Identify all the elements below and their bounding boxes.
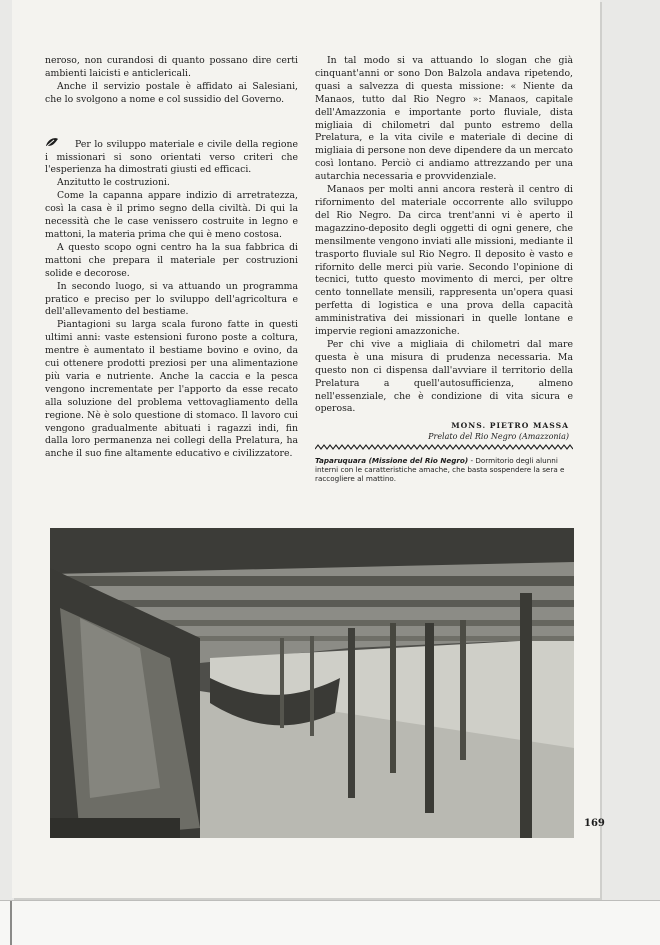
scan-edge	[10, 901, 12, 945]
paragraph: In secondo luogo, si va attuando un programma pratico e preciso per lo sviluppo dell'agricoltura e dell'allevamento del bestiame.	[45, 280, 298, 318]
section-gap	[45, 107, 298, 137]
page-number: 169	[584, 818, 605, 829]
scan-bottom-strip	[0, 900, 660, 945]
paragraph-text: Per lo sviluppo materiale e civile della regione i missionari si sono orientati verso criteri che l'esperienza ha dimostrati giusti ed efficaci.	[45, 138, 298, 176]
caption-place: Taparuquara (Missione del Rio Negro)	[315, 456, 469, 466]
paragraph: In tal modo si va attuando lo slogan che già cinquant'anni or sono Don Balzola andava ripetendo, quasi a salvezza di questa missione: « Niente da Manaos, tutto dal Rio Negro »: Manaos, capitale dell'Amazzonia e importante porto fluviale, dista migliaia di chilometri dal punto estremo della Prelatura, e la vita civile e materiale di decine di migliaia di persone non deve dipendere da un mercato così lontano. Perciò ci andiamo attrezzando per una autarchia necessaria e provvidenziale.	[315, 55, 573, 183]
photo-caption	[315, 456, 573, 483]
paragraph: Manaos per molti anni ancora resterà il centro di rifornimento del materiale occorrente allo sviluppo del Rio Negro. Da circa trent'anni vi è aperto il magazzino-deposito degli oggetti di ogni genere, che mensilmente vengono inviati alle missioni, mediante il trasporto fluviale sul Rio Negro. Il deposito è vasto e rifornito delle merci più varie. Secondo l'opinione di tecnici, tutto questo movimento di merci, per oltre cento tonnellate mensili, rappresenta un'opera quasi perfetta di logistica e una prova della capacità amministrativa dei missionari in quelle lontane e impervie regioni amazzoniche.	[315, 184, 573, 338]
leaf-ornament-icon	[45, 137, 59, 148]
left-column	[45, 55, 298, 461]
paragraph: Anche il servizio postale è affidato ai Salesiani, che lo svolgono a nome e col sussidio del Governo.	[45, 80, 298, 105]
dormitory-photo	[50, 528, 574, 838]
section-opening-paragraph	[45, 137, 298, 178]
magazine-page	[12, 0, 605, 898]
author-name: MONS. PIETRO MASSA	[451, 421, 569, 431]
paragraph: Come la capanna appare indizio di arretratezza, così la casa è il primo segno della civiltà. Di qui la necessità che le case venissero costruite in legno e mattoni, la materia prima che qui è meno costosa.	[45, 190, 298, 240]
paragraph: Piantagioni su larga scala furono fatte in questi ultimi anni: vaste estensioni furono poste a coltura, mentre è aumentato il bestiame bovino e ovino, da cui ottenere prodotti preziosi per una alimentazione più varia e nutriente. Anche la caccia e la pesca vengono incrementate per l'apporto da esse recato alla soluzione del problema vettovagliamento della regione. Nè è solo questione di stomaco. Il lavoro cui vengono gradualmente abituati i ragazzi indi, fin dalla loro permanenza nei collegi della Prelatura, ha anche il suo fine altamente educativo e civilizzatore.	[45, 319, 298, 460]
decorative-divider	[315, 444, 573, 450]
paragraph: A questo scopo ogni centro ha la sua fabbrica di mattoni che prepara il materiale per costruzioni solide e decorose.	[45, 241, 298, 279]
author-signature	[315, 420, 573, 442]
paragraph: Anzitutto le costruzioni.	[57, 177, 170, 189]
paragraph: Per chi vive a migliaia di chilometri dal mare questa è una misura di prudenza necessaria. Ma questo non ci dispensa dall'avviare il territorio della Prelatura a quell'autosufficienza, almeno nell'essenziale, che è condizione di vita sicura e operosa.	[315, 338, 573, 415]
right-column	[315, 55, 573, 483]
author-role: Prelato del Rio Negro (Amazzonia)	[428, 432, 569, 442]
dormitory-photo-illustration	[50, 528, 574, 838]
caption-text: - Dormitorio degli alunni interni con le caratteristiche amache, che basta sospendere la sera e raccogliere al mattino.	[315, 456, 565, 484]
paragraph: neroso, non curandosi di quanto possano dire certi ambienti laicisti e anticlericali.	[45, 55, 298, 79]
